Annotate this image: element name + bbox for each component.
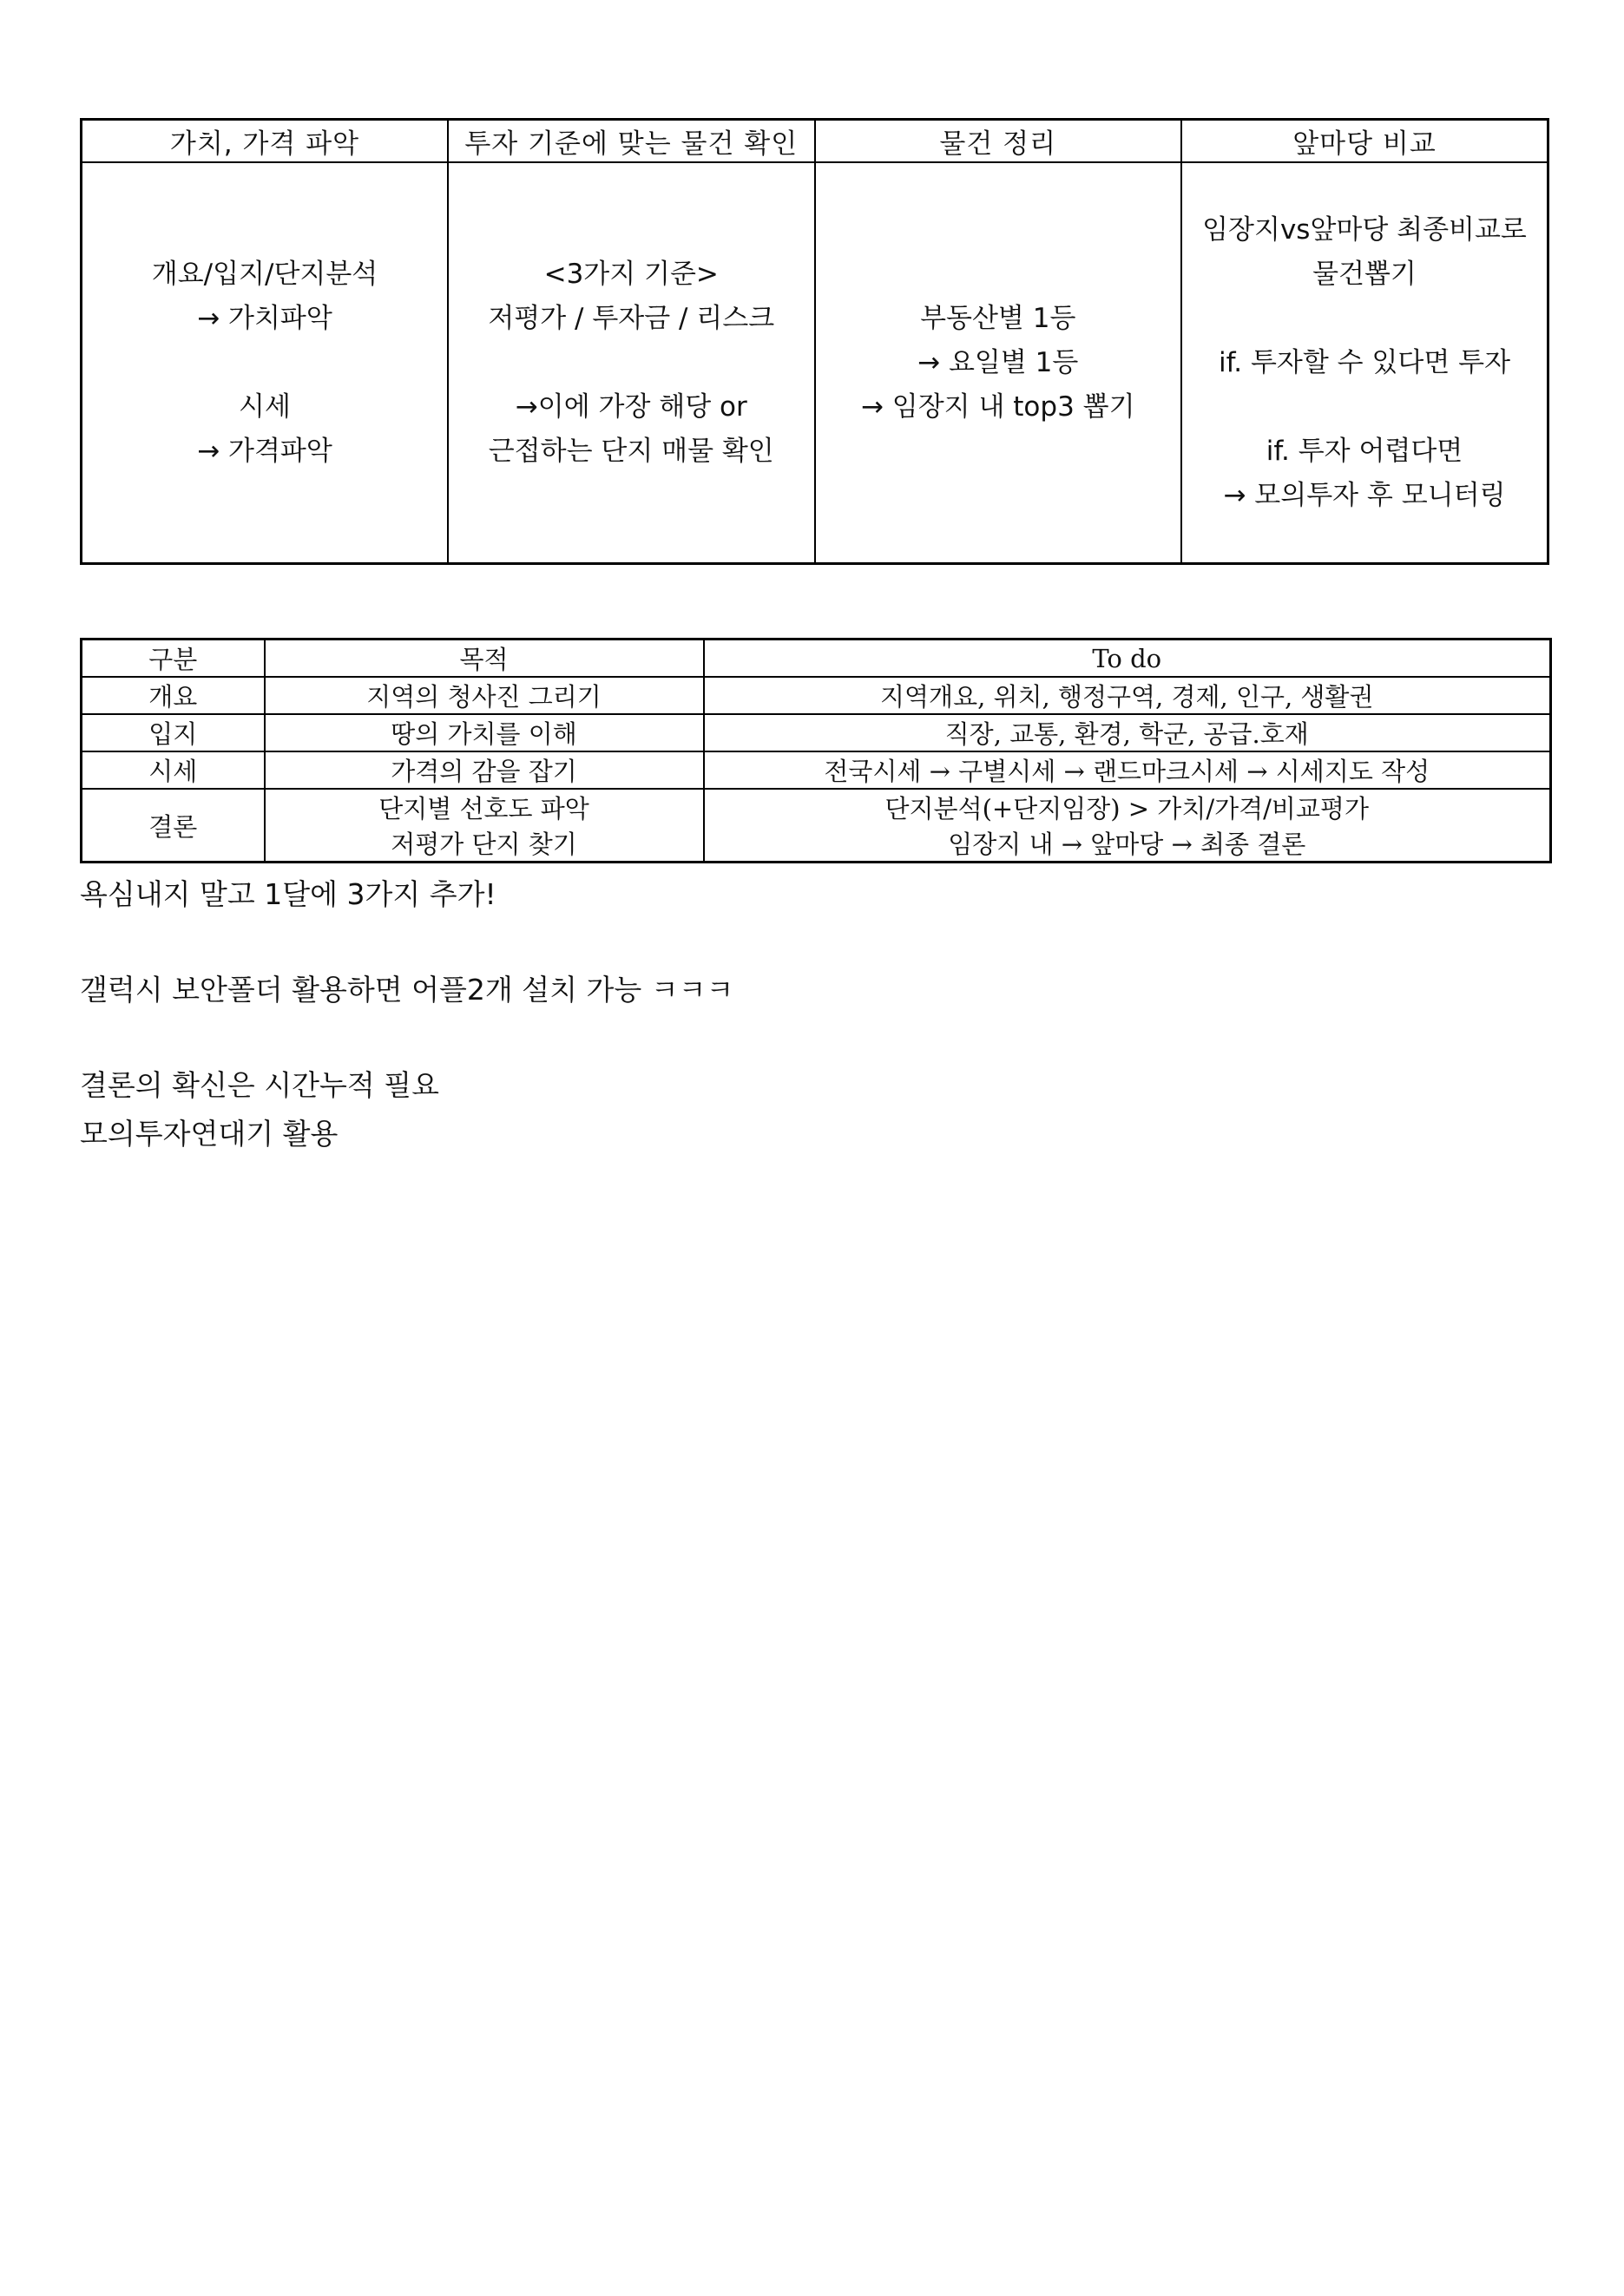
- cell-line: 임장지vs앞마당 최종비교로: [1202, 213, 1527, 246]
- table-row: [82, 825, 1551, 863]
- cell-line: → 요일별 1등: [917, 346, 1079, 378]
- note-text: 욕심내지 말고 1달에 3가지 추가!: [80, 877, 496, 911]
- cell-line: 근접하는 단지 매물 확인: [488, 435, 774, 467]
- steps-cell-value-price: [82, 162, 449, 564]
- row-todo: 단지분석(+단지임장) > 가치/가격/비교평가: [704, 789, 1551, 825]
- cell-line: → 임장지 내 top3 뽑기: [860, 390, 1135, 423]
- summary-header-category: 구분: [82, 640, 265, 678]
- cell-line: 시세: [239, 390, 291, 423]
- summary-header-row: [82, 640, 1551, 678]
- table-row: [82, 789, 1551, 825]
- row-category: 결론: [82, 789, 265, 863]
- table-row: [82, 714, 1551, 751]
- cell-line: → 모의투자 후 모니터링: [1223, 479, 1506, 511]
- note-text: 모의투자연대기 활용: [80, 1117, 339, 1151]
- steps-header-row: [82, 120, 1548, 163]
- cell-line: if. 투자할 수 있다면 투자: [1218, 346, 1511, 378]
- row-purpose: 지역의 청사진 그리기: [265, 677, 704, 714]
- summary-header-todo: To do: [704, 640, 1551, 678]
- table-row: [82, 677, 1551, 714]
- steps-body-row: [82, 162, 1548, 564]
- steps-header-criteria: 투자 기준에 맞는 물건 확인: [448, 120, 815, 163]
- row-purpose: 땅의 가치를 이해: [265, 714, 704, 751]
- row-category: 개요: [82, 677, 265, 714]
- row-todo: 지역개요, 위치, 행정구역, 경제, 인구, 생활권: [704, 677, 1551, 714]
- row-todo: 직장, 교통, 환경, 학군, 공급.호재: [704, 714, 1551, 751]
- row-todo: 전국시세 → 구별시세 → 랜드마크시세 → 시세지도 작성: [704, 751, 1551, 789]
- row-purpose: 가격의 감을 잡기: [265, 751, 704, 789]
- steps-cell-criteria: [448, 162, 815, 564]
- row-category: 시세: [82, 751, 265, 789]
- table-row: [82, 751, 1551, 789]
- steps-cell-compare: [1181, 162, 1548, 564]
- steps-header-organize: 물건 정리: [815, 120, 1182, 163]
- cell-line: →이에 가장 해당 or: [515, 390, 747, 423]
- cell-line: 부동산별 1등: [920, 302, 1076, 334]
- process-steps-table: [80, 118, 1549, 565]
- cell-line: → 가치파악: [197, 302, 332, 334]
- summary-header-purpose: 목적: [265, 640, 704, 678]
- row-todo: 임장지 내 → 앞마당 → 최종 결론: [704, 825, 1551, 863]
- cell-line: 저평가 / 투자금 / 리스크: [488, 302, 775, 334]
- cell-line: 개요/입지/단지분석: [151, 258, 378, 290]
- cell-line: 물건뽑기: [1312, 258, 1417, 290]
- row-purpose: 저평가 단지 찾기: [265, 825, 704, 863]
- note-text: 갤럭시 보안폴더 활용하면 어플2개 설치 가능 ㅋㅋㅋ: [80, 973, 734, 1007]
- steps-cell-organize: [815, 162, 1182, 564]
- cell-line: <3가지 기준>: [543, 258, 719, 290]
- row-category: 입지: [82, 714, 265, 751]
- steps-header-compare: 앞마당 비교: [1181, 120, 1548, 163]
- cell-line: if. 투자 어렵다면: [1266, 435, 1463, 467]
- steps-header-value-price: 가치, 가격 파악: [82, 120, 449, 163]
- note-text: 결론의 확신은 시간누적 필요: [80, 1068, 440, 1102]
- cell-line: → 가격파악: [197, 435, 332, 467]
- summary-table: [80, 638, 1552, 863]
- row-purpose: 단지별 선호도 파악: [265, 789, 704, 825]
